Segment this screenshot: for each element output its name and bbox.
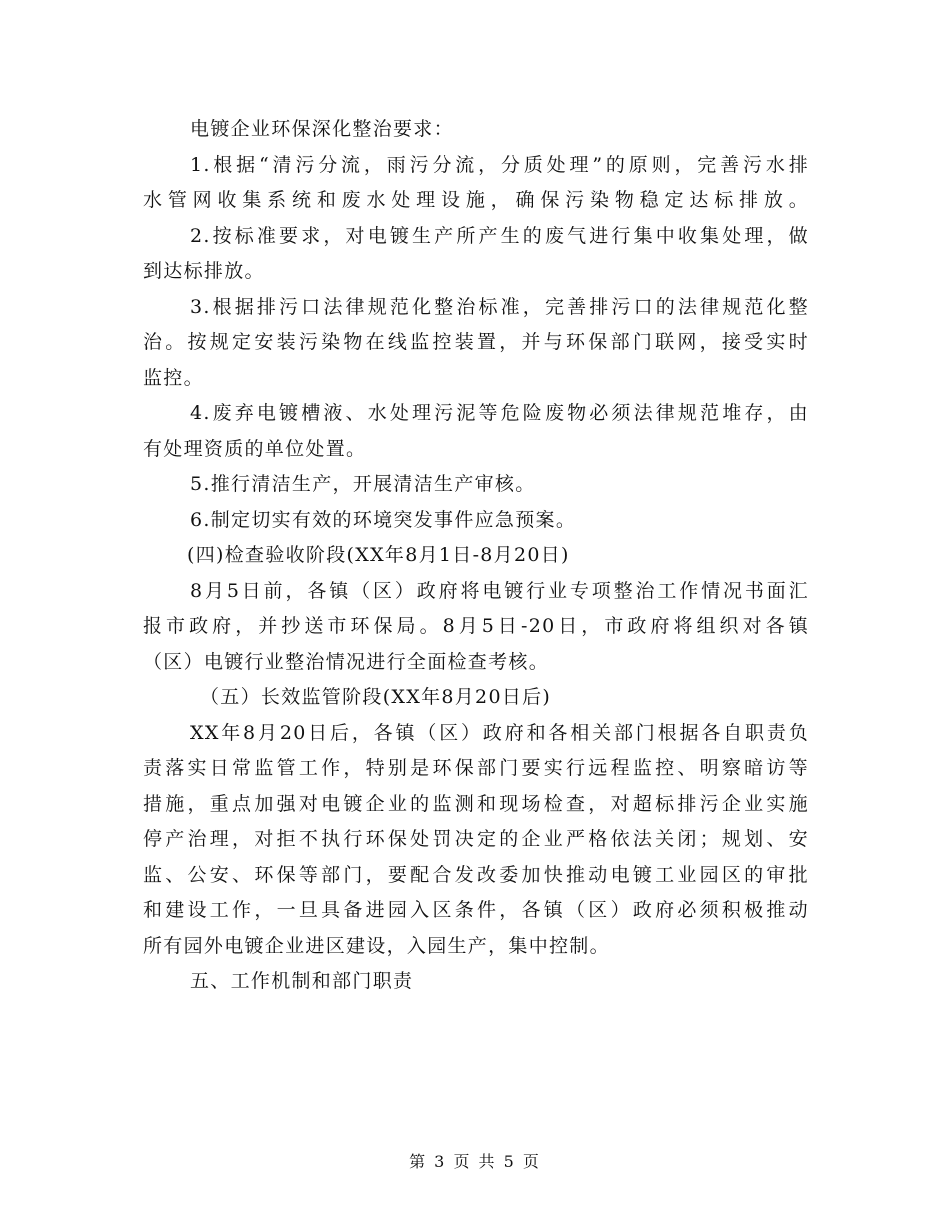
section-heading: 五、工作机制和部门职责 xyxy=(190,970,414,992)
paragraph-line: 有处理资质的单位处置。 xyxy=(143,437,367,460)
page-number: 第 3 页 共 5 页 xyxy=(409,1152,541,1171)
paragraph-line: 4.废弃电镀槽液、水处理污泥等危险废物必须法律规范堆存，由 xyxy=(190,402,809,424)
paragraph-line: 责落实日常监管工作，特别是环保部门要实行远程监控、明察暗访等 xyxy=(143,757,809,779)
paragraph-line: 措施，重点加强对电镀企业的监测和现场检查，对超标排污企业实施 xyxy=(143,792,809,815)
section-heading: （五）长效监管阶段(XX年8月20日后) xyxy=(200,686,552,708)
paragraph-line: 和建设工作，一旦具备进园入区条件，各镇（区）政府必须积极推动 xyxy=(143,899,809,921)
paragraph-line: 所有园外电镀企业进区建设，入园生产，集中控制。 xyxy=(143,934,610,957)
paragraph-line: 监控。 xyxy=(143,366,204,389)
section-heading: (四)检查验收阶段(XX年8月1日-8月20日) xyxy=(187,544,570,566)
paragraph-line: 水管网收集系统和废水处理设施，确保污染物稳定达标排放。 xyxy=(143,189,809,211)
paragraph-line: 停产治理，对拒不执行环保处罚决定的企业严格依法关闭；规划、安 xyxy=(143,828,809,850)
paragraph-line: （区）电镀行业整治情况进行全面检查考核。 xyxy=(143,650,550,673)
paragraph-line: 2.按标准要求，对电镀生产所产生的废气进行集中收集处理，做 xyxy=(190,224,809,247)
paragraph-line: 6.制定切实有效的环境突发事件应急预案。 xyxy=(190,508,577,531)
paragraph-line: 报市政府，并抄送市环保局。8月5日-20日，市政府将组织对各镇 xyxy=(143,615,809,637)
document-body xyxy=(143,112,809,1000)
paragraph-line: 5.推行清洁生产，开展清洁生产审核。 xyxy=(190,473,536,495)
paragraph-line: 治。按规定安装污染物在线监控装置，并与环保部门联网，接受实时 xyxy=(143,331,809,353)
paragraph-line: 3.根据排污口法律规范化整治标准，完善排污口的法律规范化整 xyxy=(190,295,809,318)
paragraph-line: 1.根据“清污分流，雨污分流，分质处理”的原则，完善污水排 xyxy=(190,153,809,176)
paragraph-line: 到达标排放。 xyxy=(143,260,265,282)
section-heading: 电镀企业环保深化整治要求： xyxy=(190,118,454,140)
paragraph-line: XX年8月20日后，各镇（区）政府和各相关部门根据各自职责负 xyxy=(190,721,809,744)
paragraph-line: 监、公安、环保等部门，要配合发改委加快推动电镀工业园区的审批 xyxy=(143,863,809,886)
paragraph-line: 8月5日前，各镇（区）政府将电镀行业专项整治工作情况书面汇 xyxy=(190,579,809,602)
